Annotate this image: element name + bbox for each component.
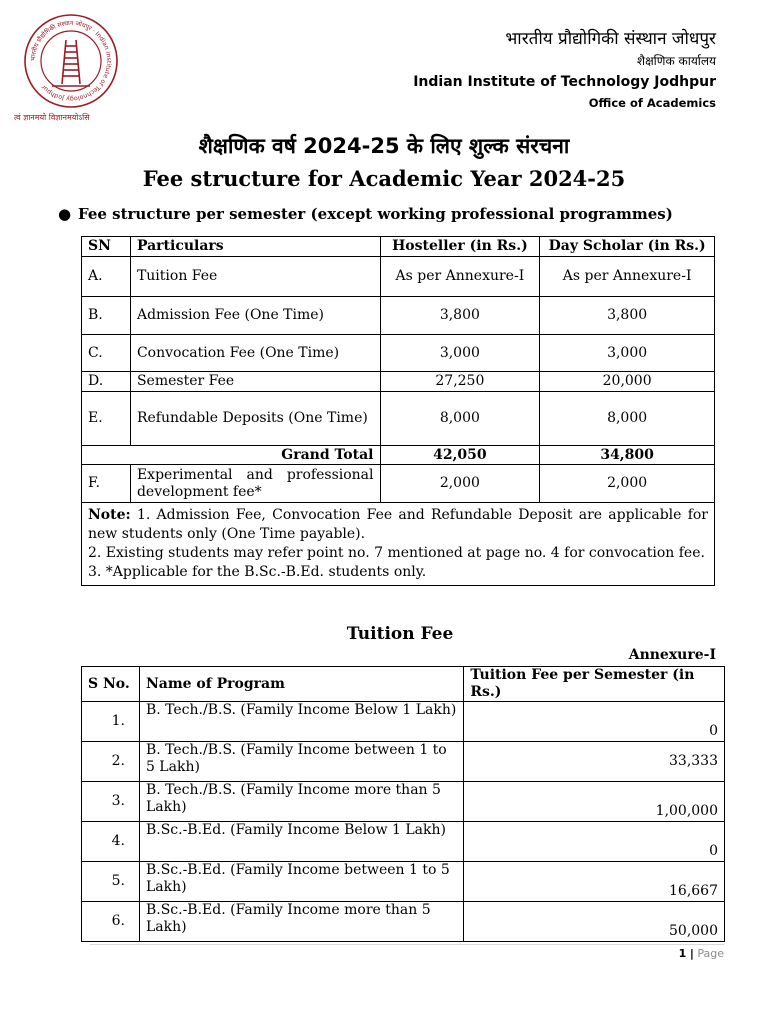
institute-name-hindi: भारतीय प्रौद्योगिकी संस्थान जोधपुर [505,29,716,49]
sn-cell: 2. [82,742,140,782]
particular-cell: Convocation Fee (One Time) [130,335,380,372]
sn-cell: A. [82,257,131,297]
sn-cell: D. [82,372,131,392]
program-cell: B. Tech./B.S. (Family Income between 1 to 5 Lakh) [139,742,463,782]
sn-cell: 4. [82,822,140,862]
fee-cell: 33,333 [464,742,725,782]
sn-cell: 1. [82,702,140,742]
table-row [82,297,715,335]
note-cell [82,503,715,586]
hosteller-cell: 8,000 [380,392,540,446]
office-name-english: Office of Academics [588,96,716,110]
table-row [82,372,715,392]
tuition-fee-table [81,666,725,942]
subtitle-text: Fee structure per semester (except working professional programmes) [78,205,673,223]
sn-cell: 5. [82,862,140,902]
logo-motto: त्वं ज्ञानमयो विज्ञानमयोऽसि [14,113,90,122]
program-cell: B.Sc.-B.Ed. (Family Income between 1 to 5 Lakh) [139,862,463,902]
note-row [82,503,715,586]
hosteller-cell: As per Annexure-I [380,257,540,297]
particular-cell: Semester Fee [130,372,380,392]
program-cell: B. Tech./B.S. (Family Income more than 5 Lakh) [139,782,463,822]
day-scholar-cell: 3,000 [540,335,715,372]
header-cell: Day Scholar (in Rs.) [540,237,715,257]
particular-cell: Refundable Deposits (One Time) [130,392,380,446]
page-label: Page [697,947,724,960]
page-number-value: 1 [678,947,687,960]
particular-cell: Admission Fee (One Time) [130,297,380,335]
day-scholar-cell: As per Annexure-I [540,257,715,297]
fee-cell: 50,000 [464,902,725,942]
particular-cell: Tuition Fee [130,257,380,297]
fee-cell: 1,00,000 [464,782,725,822]
program-cell: B.Sc.-B.Ed. (Family Income more than 5 Lakh) [139,902,463,942]
hosteller-cell: 3,800 [380,297,540,335]
program-cell: B. Tech./B.S. (Family Income Below 1 Lakh) [139,702,463,742]
header-cell: Hosteller (in Rs.) [380,237,540,257]
program-cell: B.Sc.-B.Ed. (Family Income Below 1 Lakh) [139,822,463,862]
fee-structure-table [81,236,715,586]
tuition-fee-title: Tuition Fee [346,624,454,644]
grand-total-day-scholar: 34,800 [540,446,715,465]
table-header-row [82,237,715,257]
hosteller-cell: 2,000 [380,465,540,503]
annexure-label: Annexure-I [628,647,716,663]
institute-logo [14,12,120,122]
day-scholar-cell: 2,000 [540,465,715,503]
table-row [82,782,725,822]
header-cell: S No. [82,667,140,702]
title-hindi: शैक्षणिक वर्ष 2024-25 के लिए शुल्क संरचना [198,134,570,158]
day-scholar-cell: 3,800 [540,297,715,335]
hosteller-cell: 27,250 [380,372,540,392]
page-number [679,947,724,960]
table-row [82,335,715,372]
header-cell: Name of Program [139,667,463,702]
bullet-icon: ● [58,205,72,223]
day-scholar-cell: 20,000 [540,372,715,392]
sn-cell: 3. [82,782,140,822]
note-3: 3. *Applicable for the B.Sc.-B.Ed. students only. [88,564,427,580]
footer-divider [90,944,724,945]
note-1: 1. Admission Fee, Convocation Fee and Refundable Deposit are applicable for new students only (One Time payable). [88,507,708,542]
particular-cell: Experimental and professional development fee* [130,465,380,503]
logo-ring-text: भारतीय प्रौद्योगिकी संस्थान जोधपुर · Indian Institute of Technology Jodhpur [29,19,113,103]
title-english: Fee structure for Academic Year 2024-25 [142,166,626,191]
grand-total-row [82,446,715,465]
office-name-hindi: शैक्षणिक कार्यालय [636,54,716,68]
header-cell: Tuition Fee per Semester (in Rs.) [464,667,725,702]
table-row [82,257,715,297]
table-row [82,862,725,902]
sn-cell: 6. [82,902,140,942]
table-row [82,392,715,446]
subtitle [58,205,673,223]
sn-cell: B. [82,297,131,335]
table-row [82,902,725,942]
table-row [82,702,725,742]
grand-total-hosteller: 42,050 [380,446,540,465]
fee-cell: 0 [464,822,725,862]
fee-cell: 16,667 [464,862,725,902]
svg-text:भारतीय प्रौद्योगिकी संस्थान जो [30,19,112,102]
hosteller-cell: 3,000 [380,335,540,372]
grand-total-label: Grand Total [82,446,381,465]
header-cell: Particulars [130,237,380,257]
sn-cell: C. [82,335,131,372]
fee-cell: 0 [464,702,725,742]
note-label: Note: [88,507,131,523]
table-row [82,465,715,503]
note-2: 2. Existing students may refer point no. 7 mentioned at page no. 4 for convocation fee. [88,545,705,561]
institute-name-english: Indian Institute of Technology Jodhpur [413,74,716,90]
table-header-row [82,667,725,702]
sn-cell: E. [82,392,131,446]
table-row [82,822,725,862]
table-row [82,742,725,782]
page-separator: | [689,947,694,960]
day-scholar-cell: 8,000 [540,392,715,446]
header-cell: SN [82,237,131,257]
sn-cell: F. [82,465,131,503]
